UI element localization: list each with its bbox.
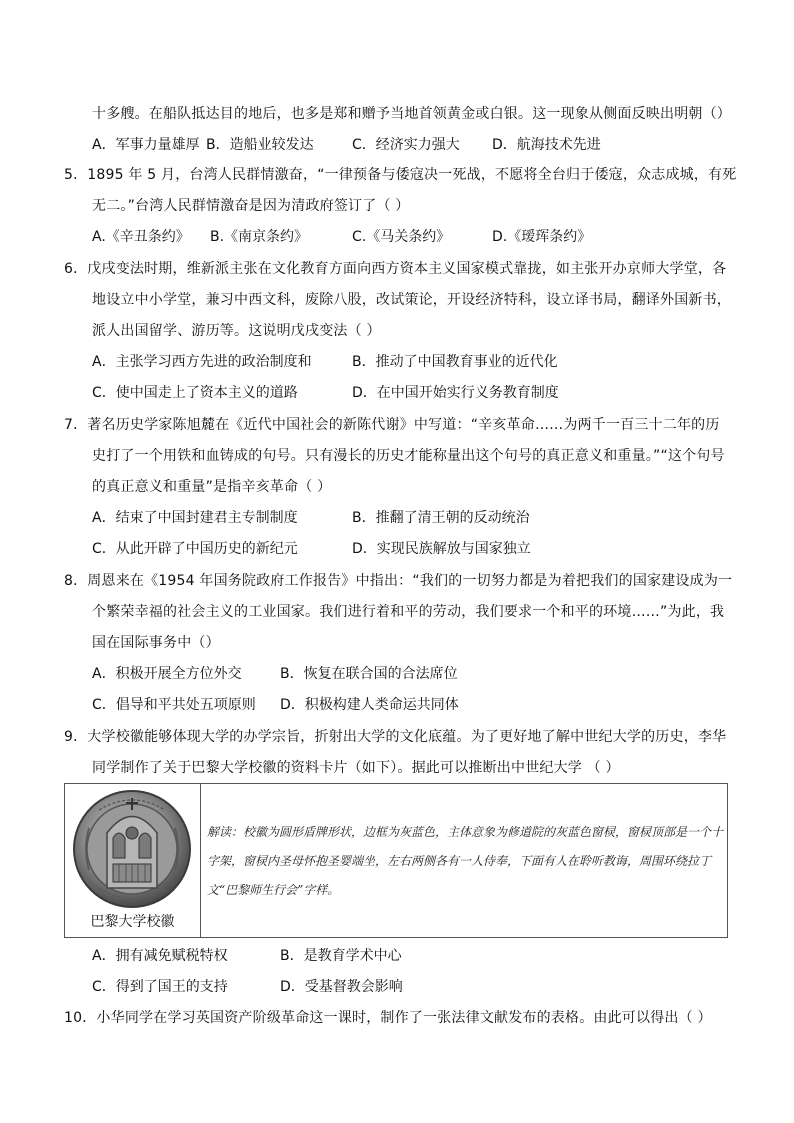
q7-stem-line-1: 7．著名历史学家陈旭麓在《近代中国社会的新陈代谢》中写道：“辛亥革命……为两千一百三十二年的历 [64, 417, 720, 433]
q5-stem-line-1: 5．1895 年 5 月，台湾人民群情激奋，“一律预备与倭寇决一死战，不愿将全台归于倭寇，众志成城，有死 [64, 167, 737, 183]
q5-option-b: B.《南京条约》 [210, 229, 309, 245]
q7-stem-line-2: 史打了一个用铁和血铸成的句号。只有漫长的历史才能称量出这个句号的真正意义和重量。”“这个句号 [92, 448, 725, 464]
q4-option-d: D．航海技术先进 [492, 137, 601, 153]
q5-stem-line-2: 无二。”台湾人民群情激奋是因为清政府签订了（ ） [92, 198, 410, 214]
q5-option-a: A.《辛丑条约》 [92, 229, 190, 245]
q4-option-c: C．经济实力强大 [352, 137, 460, 153]
q6-option-b: B．推动了中国教育事业的近代化 [352, 354, 558, 370]
q6-stem-line-3: 派人出国留学、游历等。这说明戊戌变法（ ） [92, 323, 381, 339]
q6-option-a: A．主张学习西方先进的政治制度和 [92, 354, 312, 370]
card-image-cell [65, 784, 201, 937]
q8-option-d: D．积极构建人类命运共同体 [280, 697, 459, 713]
q8-stem-line-1: 8．周恩来在《1954 年国务院政府工作报告》中指出：“我们的一切努力都是为着把我们的国家建设成为一 [64, 573, 733, 589]
q4-option-b: B．造船业较发达 [206, 137, 314, 153]
q6-stem-line-2: 地设立中小学堂，兼习中西文科，废除八股，改试策论，开设经济特科，设立译书局，翻译外国新书， [92, 292, 731, 308]
q6-option-d: D．在中国开始实行义务教育制度 [352, 385, 559, 401]
q9-option-b: B．是教育学术中心 [280, 948, 402, 964]
q9-option-a: A．拥有减免赋税特权 [92, 948, 228, 964]
card-interpretation-text: 解读：校徽为圆形盾牌形状，边框为灰蓝色，主体意象为修道院的灰蓝色窗棂，窗棂顶部是一个十字架，窗棂内圣母怀抱圣婴端坐，左右两侧各有一人侍奉，下面有人在聆听教诲，周围环绕拉丁文“巴黎师生行会”字样。 [207, 825, 724, 897]
q7-stem-line-3: 的真正意义和重量”是指辛亥革命（ ） [92, 479, 332, 495]
q9-option-d: D．受基督教会影响 [280, 979, 403, 995]
q8-stem-line-3: 国在国际事务中（） [92, 635, 220, 651]
card-image-caption: 巴黎大学校徽 [90, 914, 175, 930]
info-card [64, 783, 728, 938]
q5-option-c: C.《马关条约》 [352, 229, 451, 245]
paris-university-seal-image [69, 788, 195, 910]
q6-stem-line-1: 6．戊戌变法时期，维新派主张在文化教育方面向西方资本主义国家模式靠拢，如主张开办京师大学堂，各 [64, 261, 727, 277]
q5-option-d: D.《瑷珲条约》 [492, 229, 592, 245]
q8-stem-line-2: 个繁荣幸福的社会主义的工业国家。我们进行着和平的劳动，我们要求一个和平的环境……”为此，我 [92, 604, 725, 620]
q7-option-d: D．实现民族解放与国家独立 [352, 541, 531, 557]
q8-option-c: C．倡导和平共处五项原则 [92, 697, 256, 713]
q7-option-b: B．推翻了清王朝的反动统治 [352, 510, 530, 526]
card-text-cell [201, 784, 727, 937]
q9-option-c: C．得到了国王的支持 [92, 979, 228, 995]
q10-stem-line-1: 10．小华同学在学习英国资产阶级革命这一课时，制作了一张法律文献发布的表格。由此可以得出（ ） [64, 1010, 712, 1026]
q6-option-c: C．使中国走上了资本主义的道路 [92, 385, 298, 401]
q4-stem-line: 十多艘。在船队抵达目的地后，也多是郑和赠予当地首领黄金或白银。这一现象从侧面反映出明朝（） [92, 106, 731, 122]
q4-option-a: A．军事力量雄厚 [92, 137, 200, 153]
q9-stem-line-2: 同学制作了关于巴黎大学校徽的资料卡片（如下）。据此可以推断出中世纪大学 （ ） [92, 760, 620, 776]
q7-option-a: A．结束了中国封建君主专制制度 [92, 510, 298, 526]
q8-option-b: B．恢复在联合国的合法席位 [280, 666, 458, 682]
q7-option-c: C．从此开辟了中国历史的新纪元 [92, 541, 298, 557]
q9-stem-line-1: 9．大学校徽能够体现大学的办学宗旨，折射出大学的文化底蕴。为了更好地了解中世纪大学的历史，李华 [64, 729, 727, 745]
q8-option-a: A．积极开展全方位外交 [92, 666, 242, 682]
